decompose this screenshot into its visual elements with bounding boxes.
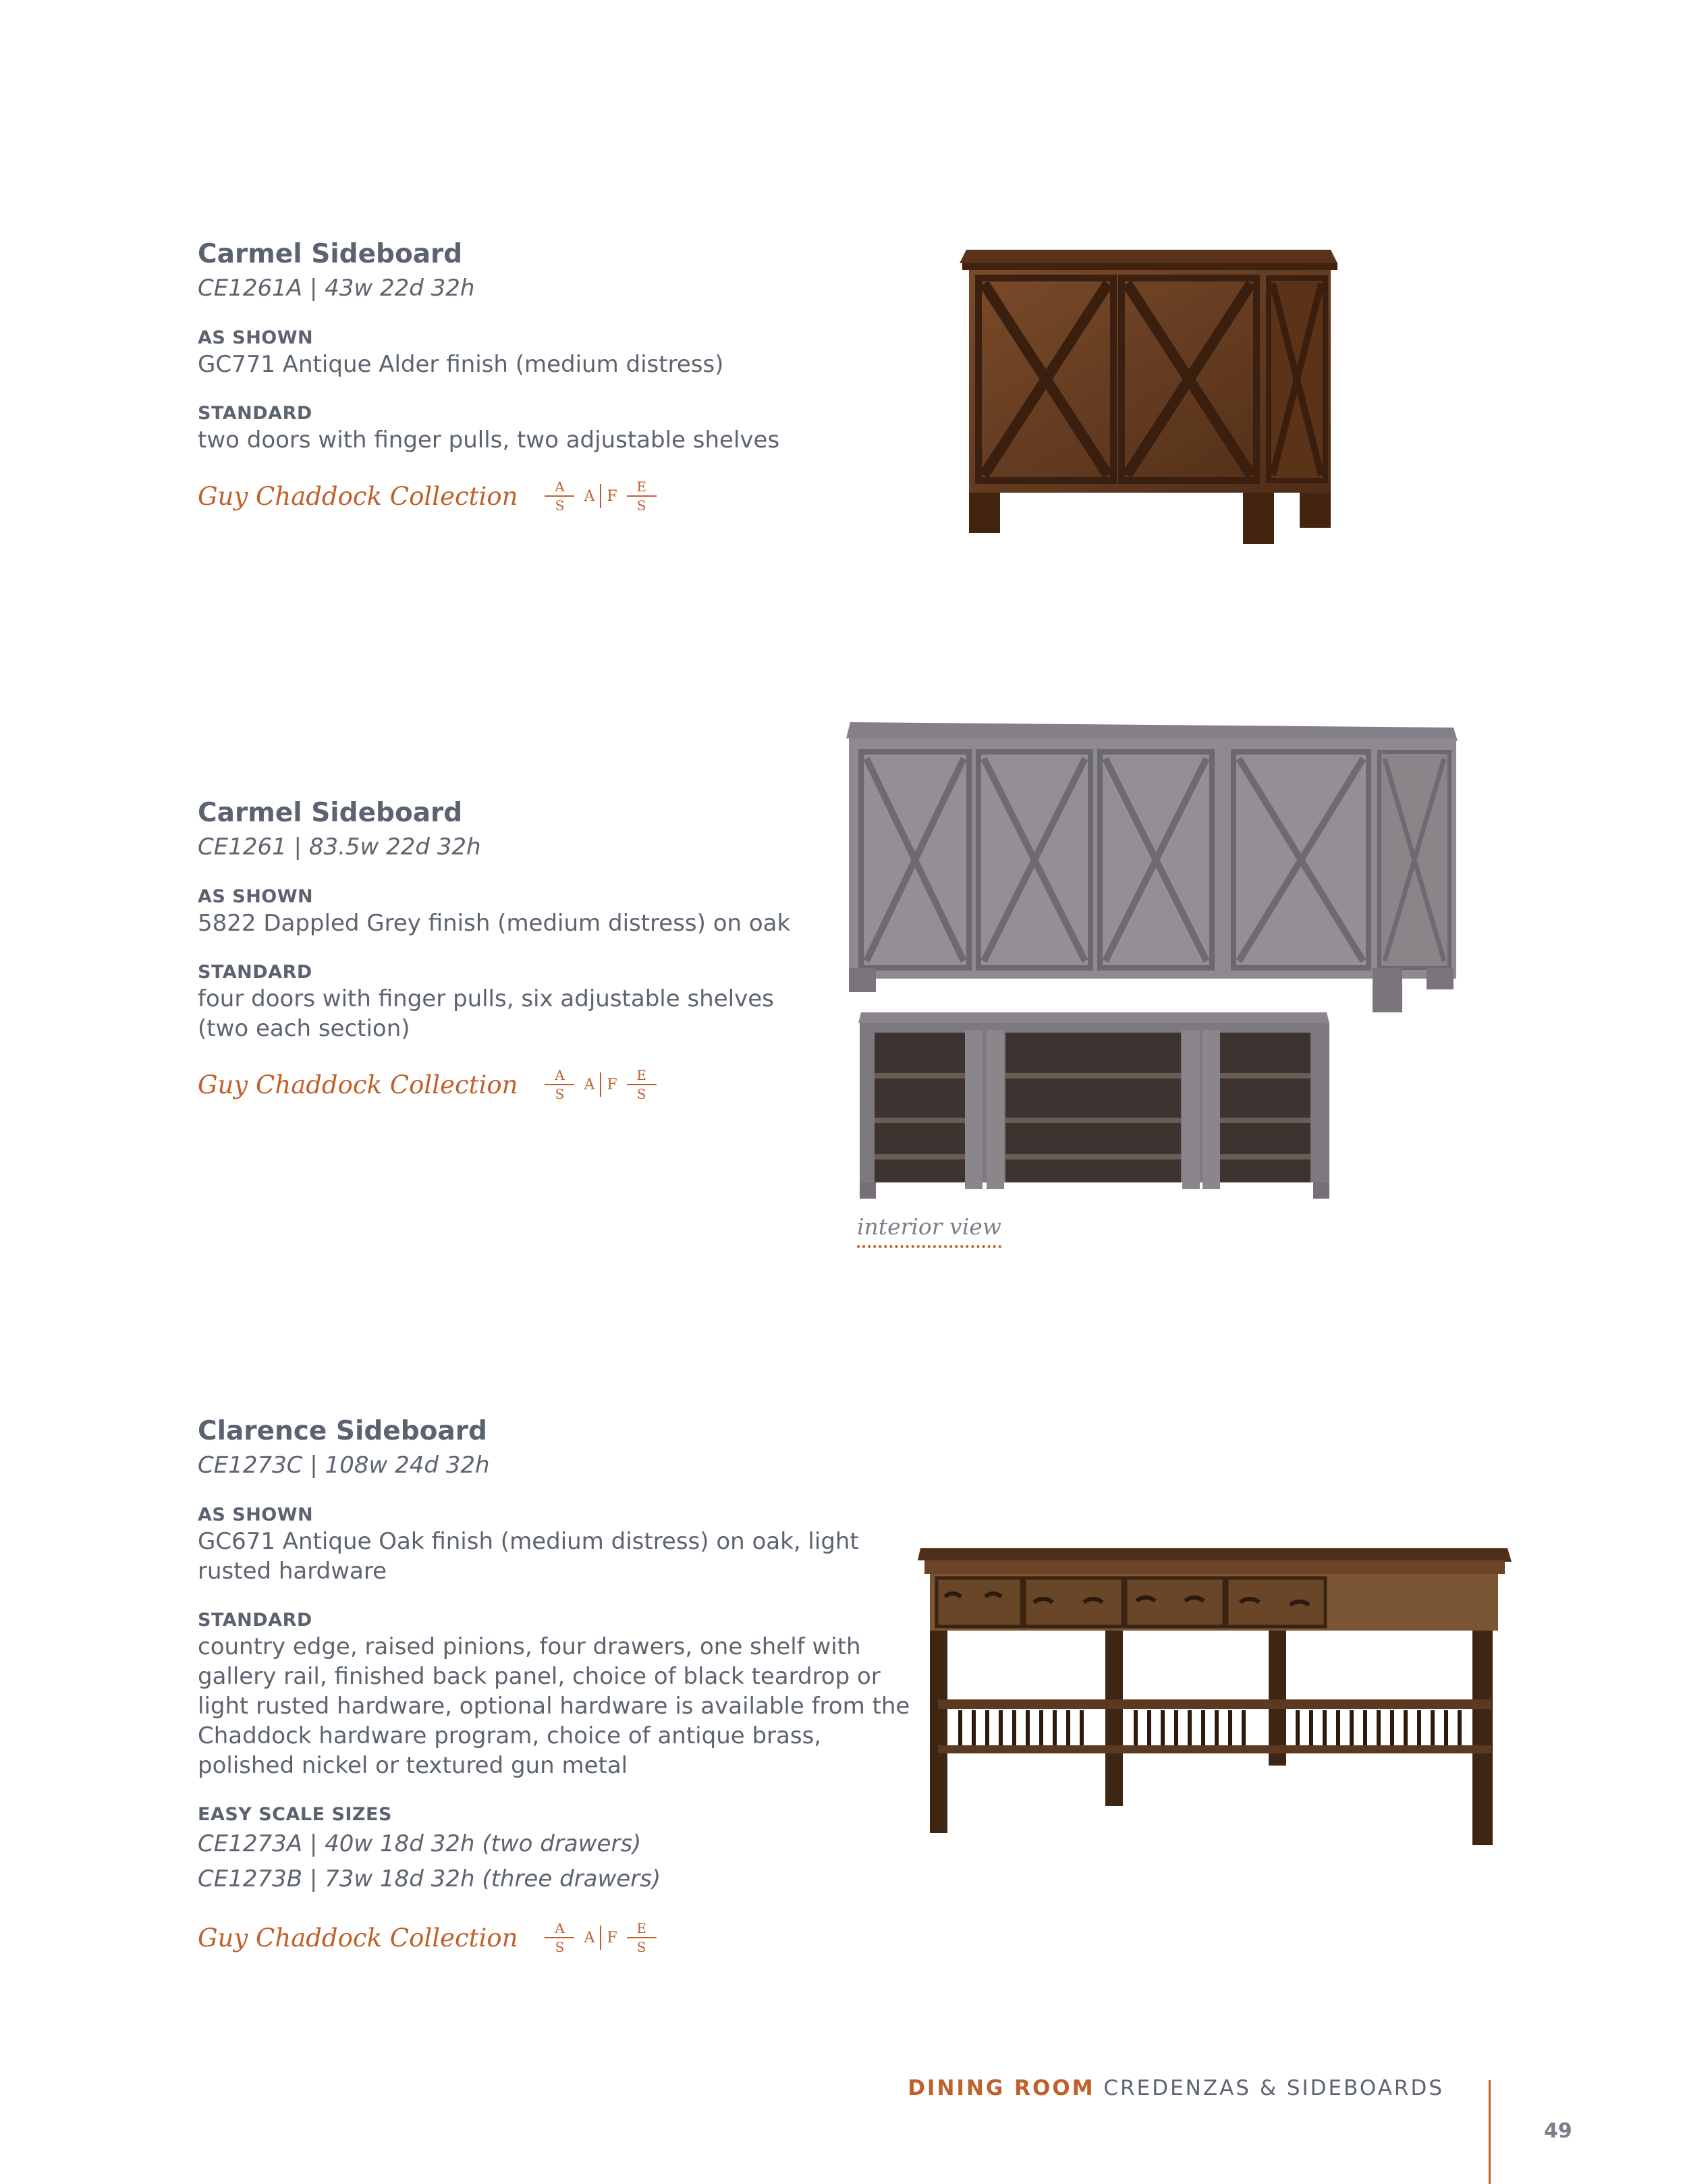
scale-size-2: CE1273B | 73w 18d 32h (three drawers) xyxy=(198,1865,661,1892)
standard-text: country edge, raised pinions, four drawers, one shelf with gallery rail, finished back panel, choice of black teardrop or light rusted hardware, optional hardware is available from the Chaddock hardware program, choice of antique brass, polished nickel or textured gun metal xyxy=(198,1633,910,1779)
footer-subsection: CREDENZAS & SIDEBOARDS xyxy=(1103,2076,1444,2100)
collection-logo: $\frac{A}{S}$ A F $\frac{E}{S}$ xyxy=(535,479,665,513)
easy-scale-label: EASY SCALE SIZES xyxy=(198,1804,392,1825)
collection-name: Guy Chaddock Collection xyxy=(198,1070,518,1099)
as-shown-text: GC771 Antique Alder finish (medium distress) xyxy=(198,351,724,378)
collection-logo: $\frac{A}{S}$ A F $\frac{E}{S}$ xyxy=(535,1921,665,1955)
page-number: 49 xyxy=(1544,2119,1572,2143)
carmel-interior-view-image xyxy=(858,1010,1331,1200)
as-shown-label: AS SHOWN xyxy=(198,1504,314,1525)
collection-name: Guy Chaddock Collection xyxy=(198,1923,518,1953)
standard-label: STANDARD xyxy=(198,962,312,983)
collection-name: Guy Chaddock Collection xyxy=(198,481,518,511)
as-shown-text: GC671 Antique Oak finish (medium distress) on oak, light rusted hardware xyxy=(198,1528,859,1585)
as-shown-label: AS SHOWN xyxy=(198,886,314,907)
clarence-sideboard-image xyxy=(918,1543,1512,1860)
product-clarence xyxy=(198,1415,913,1961)
product-carmel-large xyxy=(198,796,913,1108)
product-name: Clarence Sideboard xyxy=(198,1416,487,1446)
standard-label: STANDARD xyxy=(198,1610,312,1631)
collection-row xyxy=(198,1061,913,1108)
collection-row xyxy=(198,472,913,520)
collection-row xyxy=(198,1914,913,1961)
as-shown-text: 5822 Dappled Grey finish (medium distress) on oak xyxy=(198,910,791,937)
product-code: CE1261 | 83.5w 22d 32h xyxy=(198,834,481,861)
interior-view-caption: interior view xyxy=(857,1213,1001,1248)
footer-section-title xyxy=(908,2076,1444,2100)
product-name: Carmel Sideboard xyxy=(198,798,463,828)
as-shown-label: AS SHOWN xyxy=(198,327,314,348)
standard-text: four doors with finger pulls, six adjustable shelves (two each section) xyxy=(198,985,774,1042)
product-code: CE1261A | 43w 22d 32h xyxy=(198,275,475,302)
footer-divider xyxy=(1489,2080,1491,2184)
standard-label: STANDARD xyxy=(198,403,312,424)
carmel-sideboard-large-image xyxy=(846,718,1460,1015)
product-code: CE1273C | 108w 24d 32h xyxy=(198,1452,490,1479)
scale-size-1: CE1273A | 40w 18d 32h (two drawers) xyxy=(198,1830,642,1857)
standard-text: two doors with finger pulls, two adjustable shelves xyxy=(198,427,780,454)
carmel-sideboard-small-image xyxy=(960,243,1343,547)
footer-section: DINING ROOM xyxy=(908,2076,1095,2100)
product-name: Carmel Sideboard xyxy=(198,239,463,269)
product-carmel-small xyxy=(198,238,913,520)
collection-logo: $\frac{A}{S}$ A F $\frac{E}{S}$ xyxy=(535,1068,665,1101)
